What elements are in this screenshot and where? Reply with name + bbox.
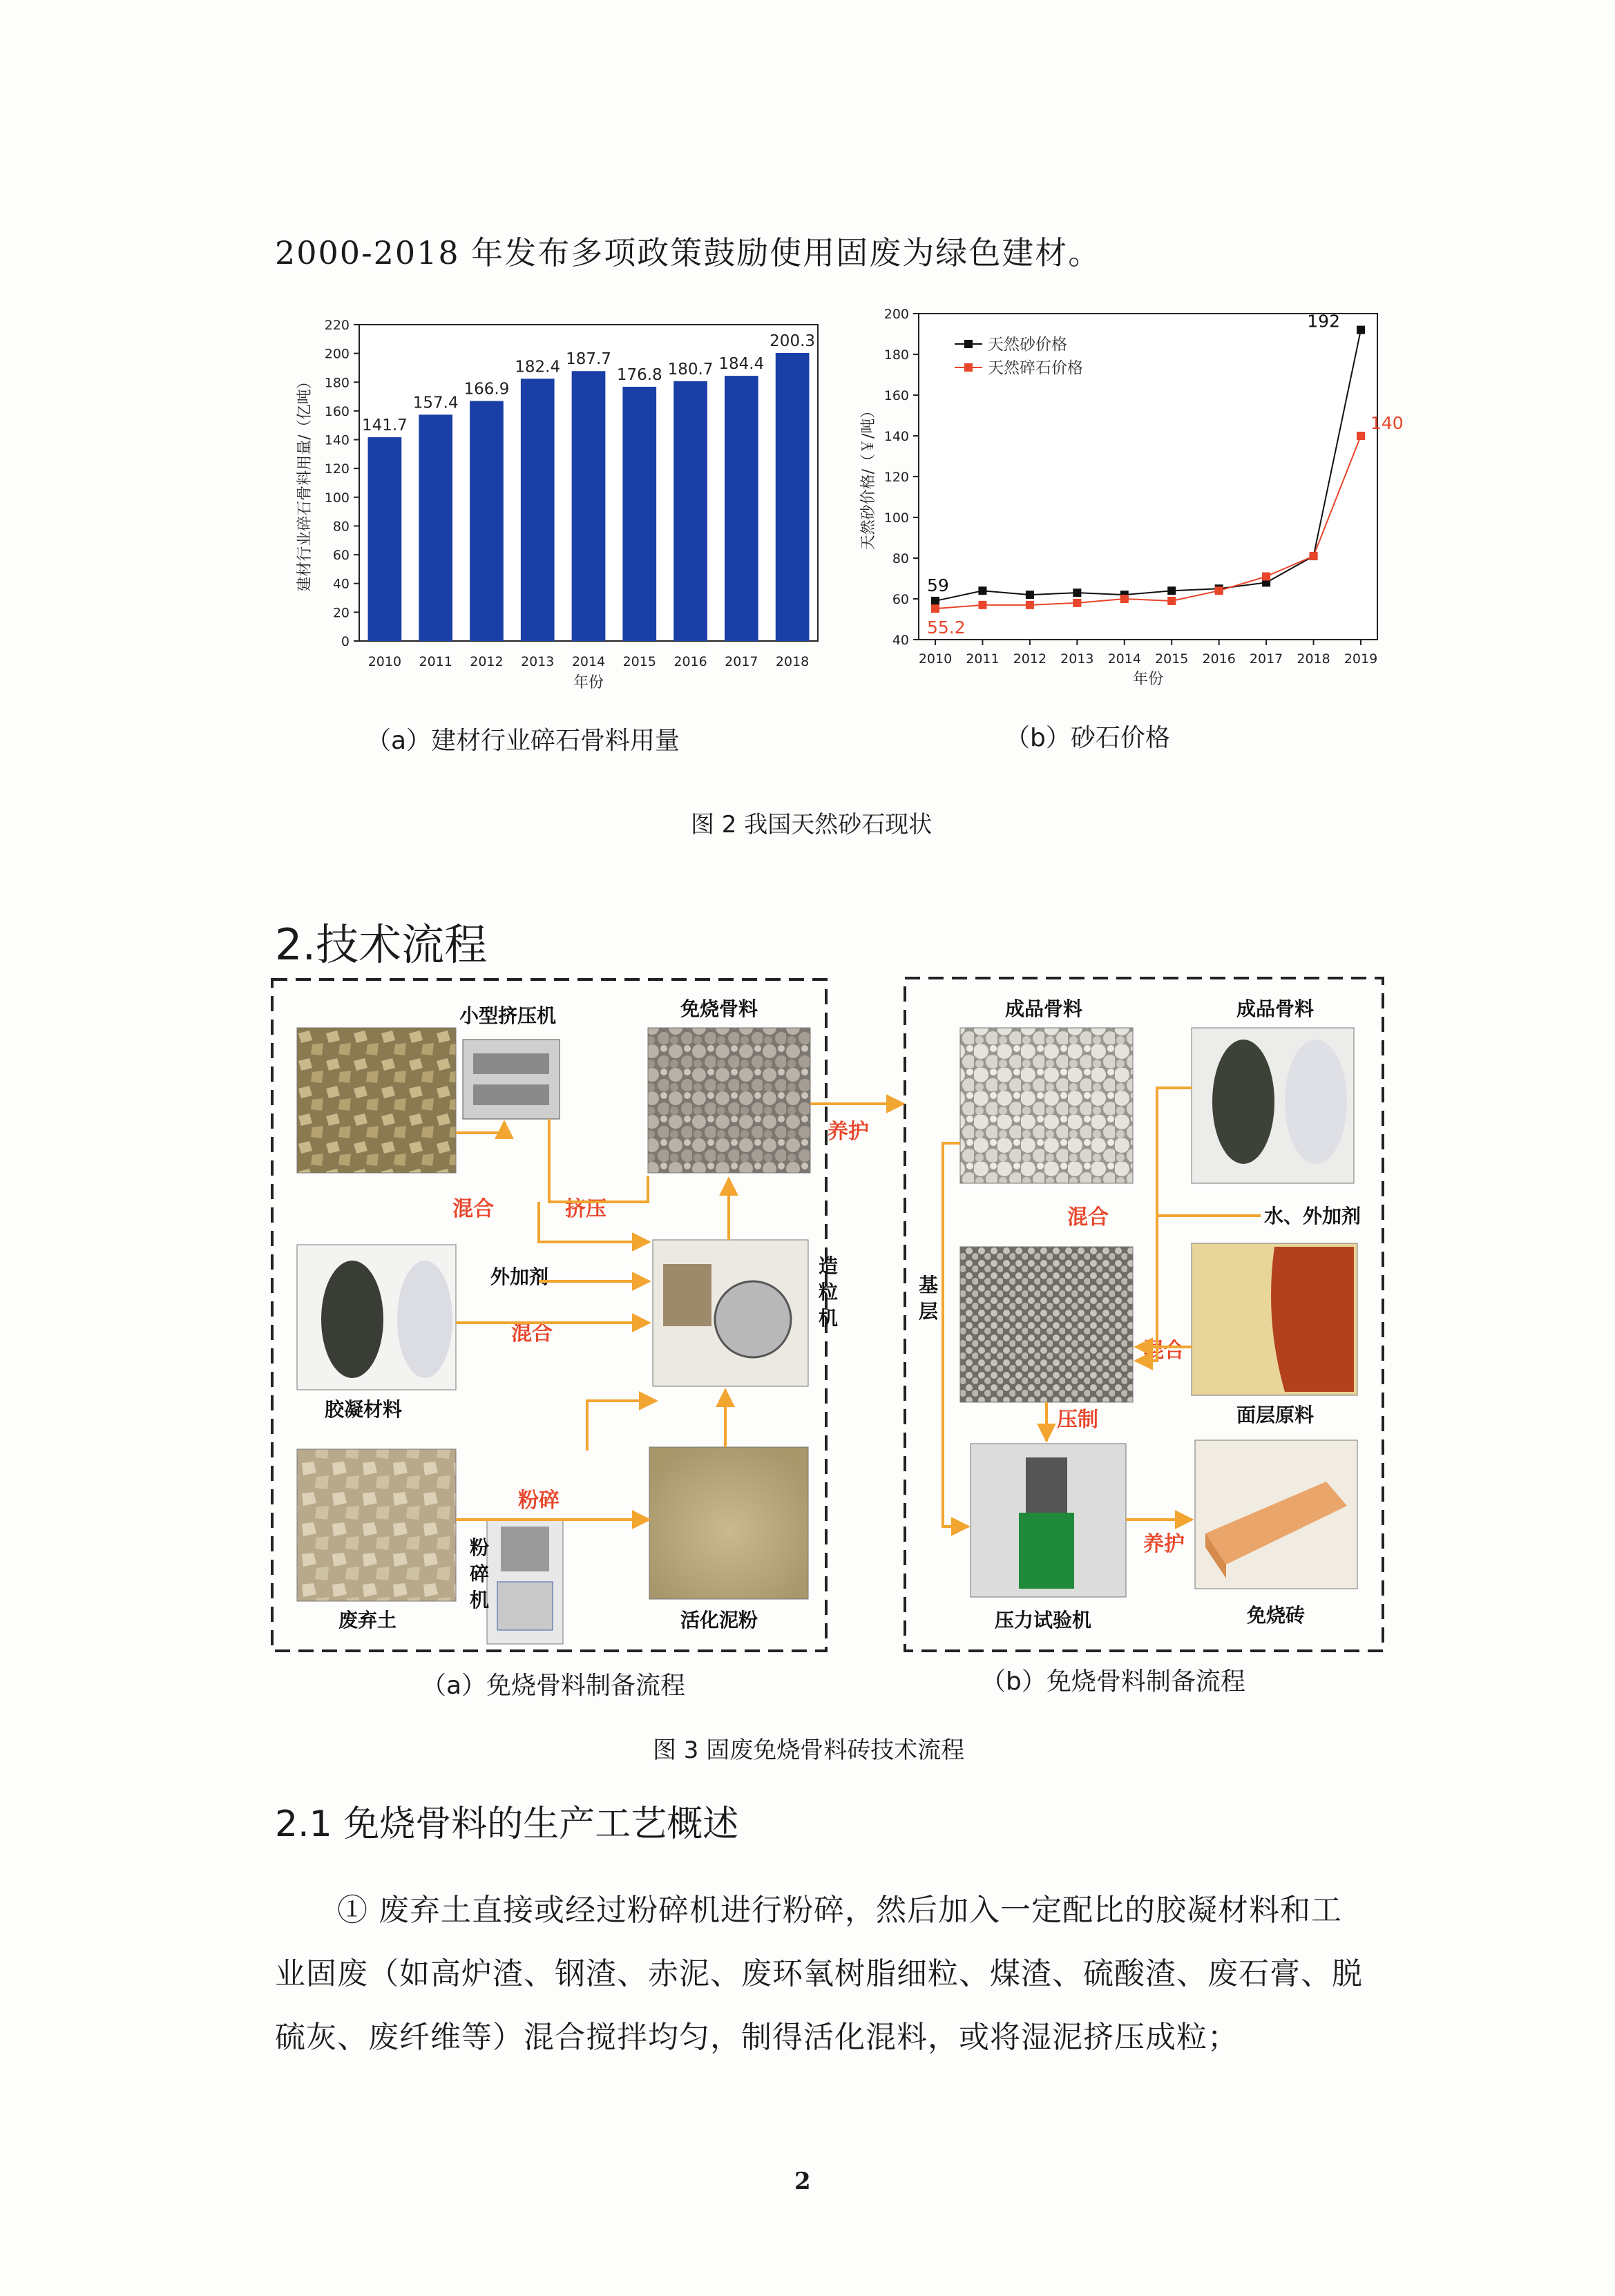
line-point [1310, 552, 1318, 560]
fig3-sub-a: （a）免烧骨料制备流程 [421, 1672, 686, 1700]
label-granulator: 造粒机 [819, 1254, 839, 1330]
label-extruder: 小型挤压机 [459, 1004, 557, 1027]
line-point [1262, 573, 1270, 581]
label-link-curing: 养护 [828, 1120, 869, 1144]
line-chart-xlabel: 年份 [1132, 671, 1164, 688]
bar-xtick-label: 2017 [725, 654, 758, 669]
img-aggregate [648, 1028, 810, 1173]
line-point-label: 55.2 [927, 618, 966, 638]
bar [622, 387, 656, 641]
line-xtick-label: 2017 [1249, 651, 1283, 667]
line-xtick-label: 2019 [1344, 651, 1378, 667]
line-xtick-label: 2014 [1107, 651, 1141, 667]
bar-xtick-label: 2013 [521, 654, 555, 669]
bar-value-label: 157.4 [412, 394, 459, 412]
label-aggregate: 免烧骨料 [680, 997, 758, 1020]
line-point [978, 586, 986, 595]
fig2-sub-b: （b）砂石价格 [1005, 724, 1170, 752]
bar-value-label: 176.8 [616, 365, 662, 384]
paragraph-1-line-2: 业固废（如高炉渣、钢渣、赤泥、废环氧树脂细粒、煤渣、硫酸渣、废石膏、脱 [275, 1956, 1363, 1991]
line-point-label: 140 [1370, 413, 1404, 433]
paragraph-1 [275, 1879, 1394, 2069]
line-point [978, 601, 986, 609]
line-xtick-label: 2016 [1202, 651, 1236, 667]
img-extruder [463, 1040, 560, 1119]
bar-chart-xlabel: 年份 [573, 674, 604, 691]
fig2-caption: 图 2 我国天然砂石现状 [691, 811, 933, 839]
img-activated-powder [649, 1447, 808, 1599]
bar-ytick-label: 20 [332, 605, 350, 621]
flow-diagram [269, 974, 1395, 1658]
line-xtick-label: 2013 [1060, 651, 1094, 667]
line-ytick-label: 160 [883, 388, 909, 403]
label-product-1: 成品骨料 [1005, 997, 1083, 1020]
line-ytick-label: 140 [883, 429, 909, 444]
bar-ytick-label: 80 [332, 519, 350, 535]
line-point [1167, 586, 1176, 595]
bar-chart [290, 304, 843, 691]
bar-ytick-label: 220 [324, 318, 350, 333]
line-xtick-label: 2010 [918, 651, 953, 667]
bar-ytick-label: 140 [324, 432, 350, 448]
bar-value-label: 187.7 [566, 350, 611, 369]
bar-value-label: 200.3 [770, 332, 816, 351]
legend-marker [964, 363, 973, 372]
line-ytick-label: 200 [883, 307, 909, 322]
bar [419, 414, 452, 641]
paragraph-1-line-1: ① 废弃土直接或经过粉碎机进行粉碎，然后加入一定配比的胶凝材料和工 [337, 1893, 1342, 1928]
bar [776, 353, 810, 641]
line-point [1120, 595, 1129, 603]
bar-ytick-label: 160 [324, 403, 350, 419]
bar [673, 381, 707, 641]
intro-text: 2000-2018 年发布多项政策鼓励使用固废为绿色建材。 [275, 234, 1102, 271]
label-mix-b1: 混合 [1067, 1205, 1109, 1230]
line-point [1026, 601, 1034, 609]
bar-ytick-label: 0 [341, 634, 350, 649]
bar-chart-ylabel: 建材行业碎石骨料用量/（亿吨） [296, 374, 314, 592]
line-point-label: 192 [1307, 311, 1340, 332]
bar-ytick-label: 120 [324, 461, 350, 477]
section-2-title: 2.技术流程 [275, 919, 488, 970]
label-binder: 胶凝材料 [325, 1398, 403, 1421]
bar-value-label: 182.4 [515, 358, 561, 376]
bar [572, 371, 606, 641]
bar-ytick-label: 180 [324, 375, 350, 391]
label-mix-2: 混合 [511, 1321, 553, 1346]
label-base: 基层 [919, 1274, 939, 1323]
line-point [1073, 599, 1081, 607]
label-surface: 面层原料 [1236, 1404, 1315, 1426]
bar-ytick-label: 100 [324, 490, 350, 506]
bar [368, 437, 402, 641]
line-point [1357, 432, 1365, 440]
section-2-1-title: 2.1 免烧骨料的生产工艺概述 [275, 1804, 739, 1845]
line-chart-ylabel: 天然砂价格/（￥/吨） [860, 403, 877, 551]
line-ytick-label: 100 [883, 510, 909, 526]
line-xtick-label: 2012 [1013, 651, 1047, 667]
line-point [1215, 586, 1223, 595]
bar-xtick-label: 2015 [622, 654, 656, 669]
label-mix-b2: 混合 [1143, 1339, 1185, 1363]
bar [521, 379, 555, 641]
legend-label: 天然砂价格 [988, 336, 1067, 354]
line-xtick-label: 2015 [1155, 651, 1189, 667]
legend-label: 天然碎石价格 [988, 359, 1083, 377]
img-product-aggregate-1 [960, 1028, 1133, 1183]
label-product-2: 成品骨料 [1236, 997, 1315, 1020]
bar-xtick-label: 2018 [775, 654, 810, 669]
label-crusher: 粉碎机 [470, 1536, 490, 1611]
line-xtick-label: 2011 [966, 651, 1000, 667]
bar-value-label: 180.7 [667, 360, 714, 379]
line-ytick-label: 60 [892, 592, 909, 607]
bar-value-label: 141.7 [361, 417, 408, 435]
bar [470, 401, 504, 641]
label-extrude: 挤压 [565, 1197, 606, 1221]
line-ytick-label: 120 [883, 470, 909, 485]
bar-ytick-label: 200 [324, 346, 350, 362]
line-xtick-label: 2018 [1297, 651, 1330, 667]
fig3-caption: 图 3 固废免烧骨料砖技术流程 [653, 1737, 965, 1764]
fig3-sub-b: （b）免烧骨料制备流程 [981, 1667, 1245, 1696]
img-raw-soil [297, 1028, 456, 1173]
label-press: 压制 [1057, 1408, 1098, 1432]
bar-ytick-label: 40 [332, 576, 350, 592]
bar-ytick-label: 60 [332, 548, 350, 564]
label-mix-1: 混合 [452, 1197, 494, 1221]
line-ytick-label: 40 [892, 633, 909, 648]
label-crush: 粉碎 [518, 1489, 560, 1513]
label-tester: 压力试验机 [995, 1609, 1092, 1632]
bar-xtick-label: 2014 [571, 654, 606, 669]
bar-xtick-label: 2016 [673, 654, 707, 669]
label-cure-b: 养护 [1143, 1532, 1185, 1556]
img-waste-soil [297, 1449, 456, 1601]
label-additive: 外加剂 [490, 1265, 549, 1288]
page-number: 2 [794, 2168, 811, 2195]
bar-xtick-label: 2011 [419, 654, 452, 669]
bar-xtick-label: 2010 [367, 654, 402, 669]
paragraph-1-line-3: 硫灰、废纤维等）混合搅拌均匀，制得活化混料，或将湿泥挤压成粒； [275, 2020, 1239, 2055]
line-ytick-label: 80 [892, 551, 909, 566]
bar-value-label: 184.4 [718, 355, 765, 374]
bar-xtick-label: 2012 [470, 654, 504, 669]
bar [725, 376, 758, 641]
img-base-layer [960, 1247, 1133, 1402]
line-point [1026, 591, 1034, 599]
line-point-label: 59 [927, 575, 949, 595]
fig2-sub-a: （a）建材行业碎石骨料用量 [366, 727, 680, 755]
line-chart [857, 304, 1404, 691]
line-ytick-label: 180 [883, 347, 909, 363]
label-water-additive: 水、外加剂 [1264, 1205, 1361, 1227]
label-brick: 免烧砖 [1247, 1604, 1306, 1627]
label-activated: 活化泥粉 [680, 1609, 758, 1632]
legend-marker [964, 340, 973, 348]
label-waste-soil: 废弃土 [338, 1609, 397, 1632]
line-point [931, 604, 939, 613]
line-point [931, 597, 939, 605]
line-point [1357, 326, 1365, 334]
bar-value-label: 166.9 [464, 380, 510, 399]
line-point [1073, 589, 1081, 597]
line-point [1167, 597, 1176, 605]
